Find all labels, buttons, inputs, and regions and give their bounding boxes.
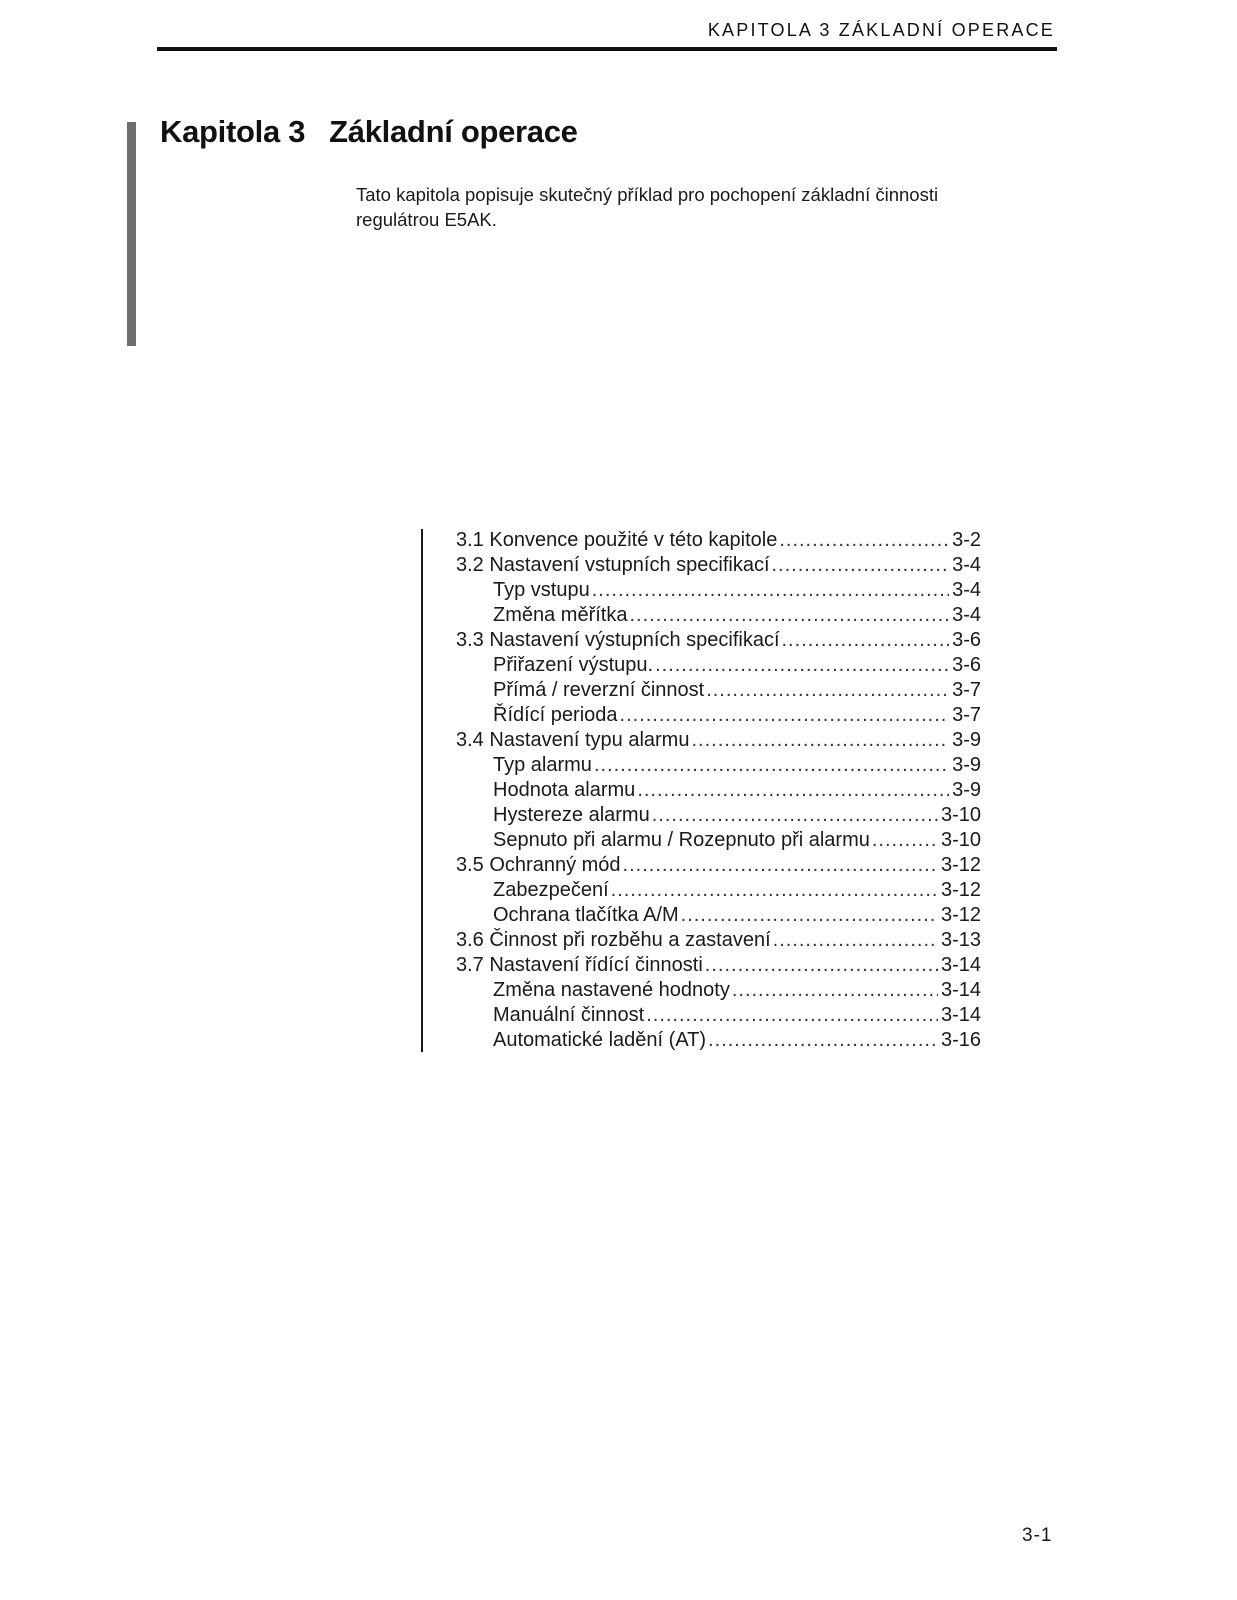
toc-subentry[interactable] — [456, 903, 981, 928]
toc-entry-page: 3-6 — [952, 629, 981, 651]
toc-leader-dots — [705, 953, 938, 978]
toc-entry-label: Ochrana tlačítka A/M — [493, 904, 679, 926]
toc-leader-dots — [872, 828, 938, 853]
toc-subentry[interactable] — [456, 678, 981, 703]
toc-entry[interactable] — [456, 928, 981, 953]
toc-entry-label: Typ vstupu — [493, 579, 590, 601]
toc-subentry[interactable] — [456, 803, 981, 828]
toc-subentry[interactable] — [456, 978, 981, 1003]
toc-leader-dots — [637, 778, 949, 803]
chapter-number: Kapitola 3 — [160, 114, 306, 149]
toc-entry-page: 3-6 — [952, 654, 981, 676]
toc-entry-page: 3-2 — [952, 529, 981, 551]
toc-entry-page: 3-4 — [952, 604, 981, 626]
toc-subentry[interactable] — [456, 1028, 981, 1053]
toc-entry-page: 3-10 — [940, 829, 981, 851]
toc-entry-page: 3-9 — [952, 729, 981, 751]
page-number: 3-1 — [1022, 1525, 1053, 1546]
toc-leader-dots — [592, 578, 949, 603]
header-rule — [157, 47, 1057, 51]
toc-entry[interactable] — [456, 628, 981, 653]
toc-entry[interactable] — [456, 553, 981, 578]
toc-subentry[interactable] — [456, 603, 981, 628]
toc-leader-dots — [655, 653, 949, 678]
toc-entry-label: Hystereze alarmu — [493, 804, 650, 826]
toc-leader-dots — [708, 1028, 938, 1053]
toc-leader-dots — [772, 553, 950, 578]
toc-entry-page: 3-16 — [940, 1029, 981, 1051]
chapter-name: Základní operace — [329, 114, 578, 149]
toc-entry-page: 3-12 — [940, 904, 981, 926]
toc-entry-page: 3-7 — [952, 704, 981, 726]
toc-entry-label: 3.6 Činnost při rozběhu a zastavení — [456, 929, 771, 951]
toc-entry-page: 3-12 — [940, 854, 981, 876]
toc-entry-label: Zabezpečení — [493, 879, 609, 901]
toc-leader-dots — [620, 703, 950, 728]
toc-leader-dots — [706, 678, 949, 703]
toc-entry[interactable] — [456, 728, 981, 753]
toc-entry-page: 3-4 — [952, 554, 981, 576]
toc-entry-label: 3.4 Nastavení typu alarmu — [456, 729, 690, 751]
toc-entry-page: 3-12 — [940, 879, 981, 901]
chapter-side-bar — [127, 122, 136, 346]
toc-subentry[interactable] — [456, 878, 981, 903]
chapter-title — [160, 114, 578, 150]
toc-entry-label: Manuální činnost — [493, 1004, 645, 1026]
toc-entry-page: 3-14 — [940, 954, 981, 976]
toc-leader-dots — [646, 1003, 938, 1028]
toc-leader-dots — [691, 728, 949, 753]
toc-subentry[interactable] — [456, 578, 981, 603]
toc-leader-dots — [629, 603, 949, 628]
toc-subentry[interactable] — [456, 653, 981, 678]
toc-entry[interactable] — [456, 853, 981, 878]
toc-leader-dots — [773, 928, 938, 953]
toc-entry-label: Změna nastavené hodnoty — [493, 979, 730, 1001]
toc-leader-dots — [594, 753, 949, 778]
toc-leader-dots — [611, 878, 938, 903]
toc-entry-page: 3-9 — [952, 779, 981, 801]
toc-leader-dots — [623, 853, 938, 878]
toc-subentry[interactable] — [456, 753, 981, 778]
toc-subentry[interactable] — [456, 703, 981, 728]
toc-entry-label: 3.3 Nastavení výstupních specifikací — [456, 629, 780, 651]
toc-entry-label: Změna měřítka — [493, 604, 628, 626]
toc-entry[interactable] — [456, 528, 981, 553]
toc-entry-page: 3-7 — [952, 679, 981, 701]
toc-entry-page: 3-13 — [940, 929, 981, 951]
toc-entry-label: Řídící perioda — [493, 704, 618, 726]
toc-entry-page: 3-10 — [940, 804, 981, 826]
toc-leader-dots — [732, 978, 938, 1003]
toc-subentry[interactable] — [456, 828, 981, 853]
toc-entry-page: 3-14 — [940, 979, 981, 1001]
toc-entry-label: 3.5 Ochranný mód — [456, 854, 621, 876]
toc-entry-label: Typ alarmu — [493, 754, 592, 776]
toc-entry-label: Hodnota alarmu — [493, 779, 636, 801]
toc-entry-page: 3-9 — [952, 754, 981, 776]
toc-leader-dots — [652, 803, 938, 828]
toc-entry-label: 3.2 Nastavení vstupních specifikací — [456, 554, 770, 576]
toc-entry-label: Automatické ladění (AT) — [493, 1029, 707, 1051]
toc-entry-label: 3.7 Nastavení řídící činnosti — [456, 954, 703, 976]
toc-entry-label: Přímá / reverzní činnost — [493, 679, 705, 701]
toc-leader-dots — [779, 528, 949, 553]
toc-leader-dots — [681, 903, 938, 928]
toc-entry-page: 3-4 — [952, 579, 981, 601]
toc-entry-label: Sepnuto při alarmu / Rozepnuto při alarmu — [493, 829, 870, 851]
toc-subentry[interactable] — [456, 1003, 981, 1028]
toc-subentry[interactable] — [456, 778, 981, 803]
toc-side-rule — [421, 529, 423, 1052]
running-header: KAPITOLA 3 ZÁKLADNÍ OPERACE — [707, 20, 1055, 40]
toc-entry-label: Přiřazení výstupu. — [493, 654, 654, 676]
toc-entry[interactable] — [456, 953, 981, 978]
table-of-contents — [456, 528, 981, 1053]
toc-leader-dots — [782, 628, 950, 653]
chapter-intro: Tato kapitola popisuje skutečný příklad pro pochopení základní činnosti regulátrou E5AK. — [356, 184, 939, 230]
toc-entry-label: 3.1 Konvence použité v této kapitole — [456, 529, 778, 551]
toc-entry-page: 3-14 — [940, 1004, 981, 1026]
